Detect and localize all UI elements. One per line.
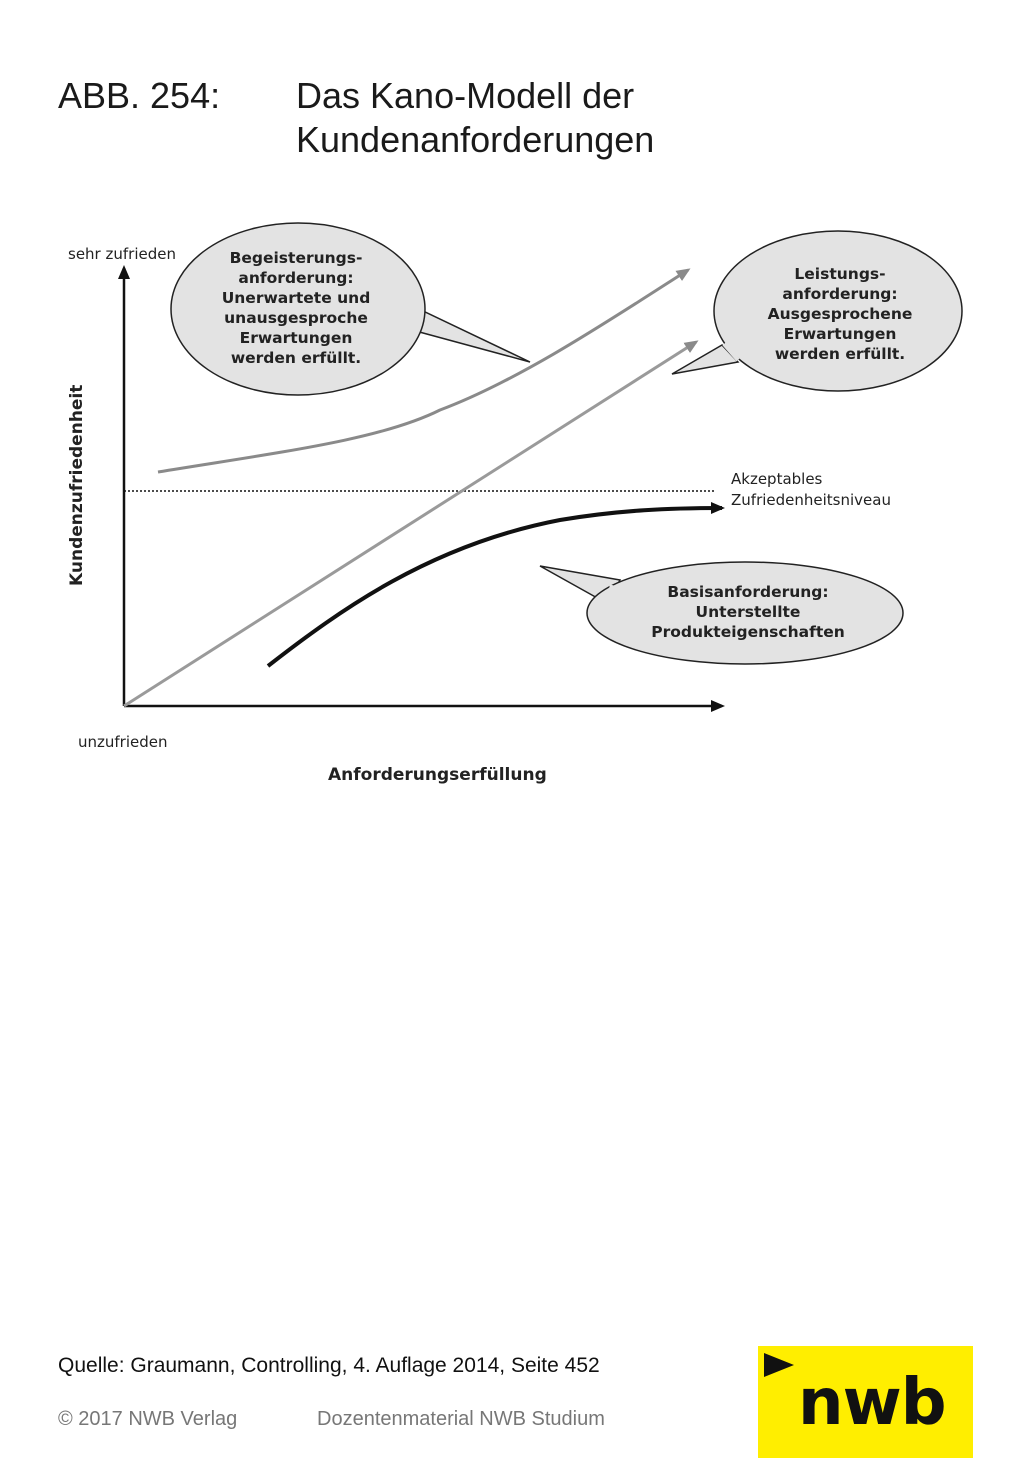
bubble-basic-line3: Produkteigenschaften [651,623,845,641]
y-top-label: sehr zufrieden [68,245,176,263]
source-citation: Quelle: Graumann, Controlling, 4. Auflage 2014, Seite 452 [58,1354,600,1377]
bubble-excitement-line6: werden erfüllt. [230,349,362,367]
threshold-label-line2: Zufriedenheitsniveau [731,491,891,509]
bubble-performance-line5: werden erfüllt. [774,345,906,363]
bubble-excitement-line4: unausgesproche [224,309,368,327]
bubble-excitement-line5: Erwartungen [239,329,353,347]
logo-triangle-icon [764,1353,794,1377]
bubble-excitement-line1: Begeisterungs- [229,249,363,267]
page-title-line1: Das Kano-Modell der [296,75,635,116]
bubble-excitement-line2: anforderung: [238,269,354,287]
bubble-excitement-line3: Unerwartete und [221,289,371,307]
material-notice: Dozentenmaterial NWB Studium [317,1408,605,1430]
x-axis-label: Anforderungserfüllung [328,765,547,785]
bubble-performance-line1: Leistungs- [794,265,886,283]
figure-number: ABB. 254: [58,75,221,116]
bubble-basic [540,562,903,664]
bubble-performance-line4: Erwartungen [783,325,897,343]
nwb-logo [758,1346,973,1458]
threshold-label-line1: Akzeptables [731,470,823,488]
bubble-basic-line2: Unterstellte [695,603,801,621]
bubble-performance [672,231,962,391]
bubble-performance-line3: Ausgesprochene [767,305,913,323]
y-bottom-label: unzufrieden [78,733,168,751]
bubble-excitement [171,223,530,395]
bubble-basic-line1: Basisanforderung: [667,583,829,601]
page-title-line2: Kundenanforderungen [296,119,655,160]
bubble-performance-line2: anforderung: [782,285,898,303]
logo-text: nwb [798,1366,946,1440]
copyright-notice: © 2017 NWB Verlag [58,1408,238,1430]
performance-line [124,342,696,706]
y-axis-label: Kundenzufriedenheit [67,384,87,586]
